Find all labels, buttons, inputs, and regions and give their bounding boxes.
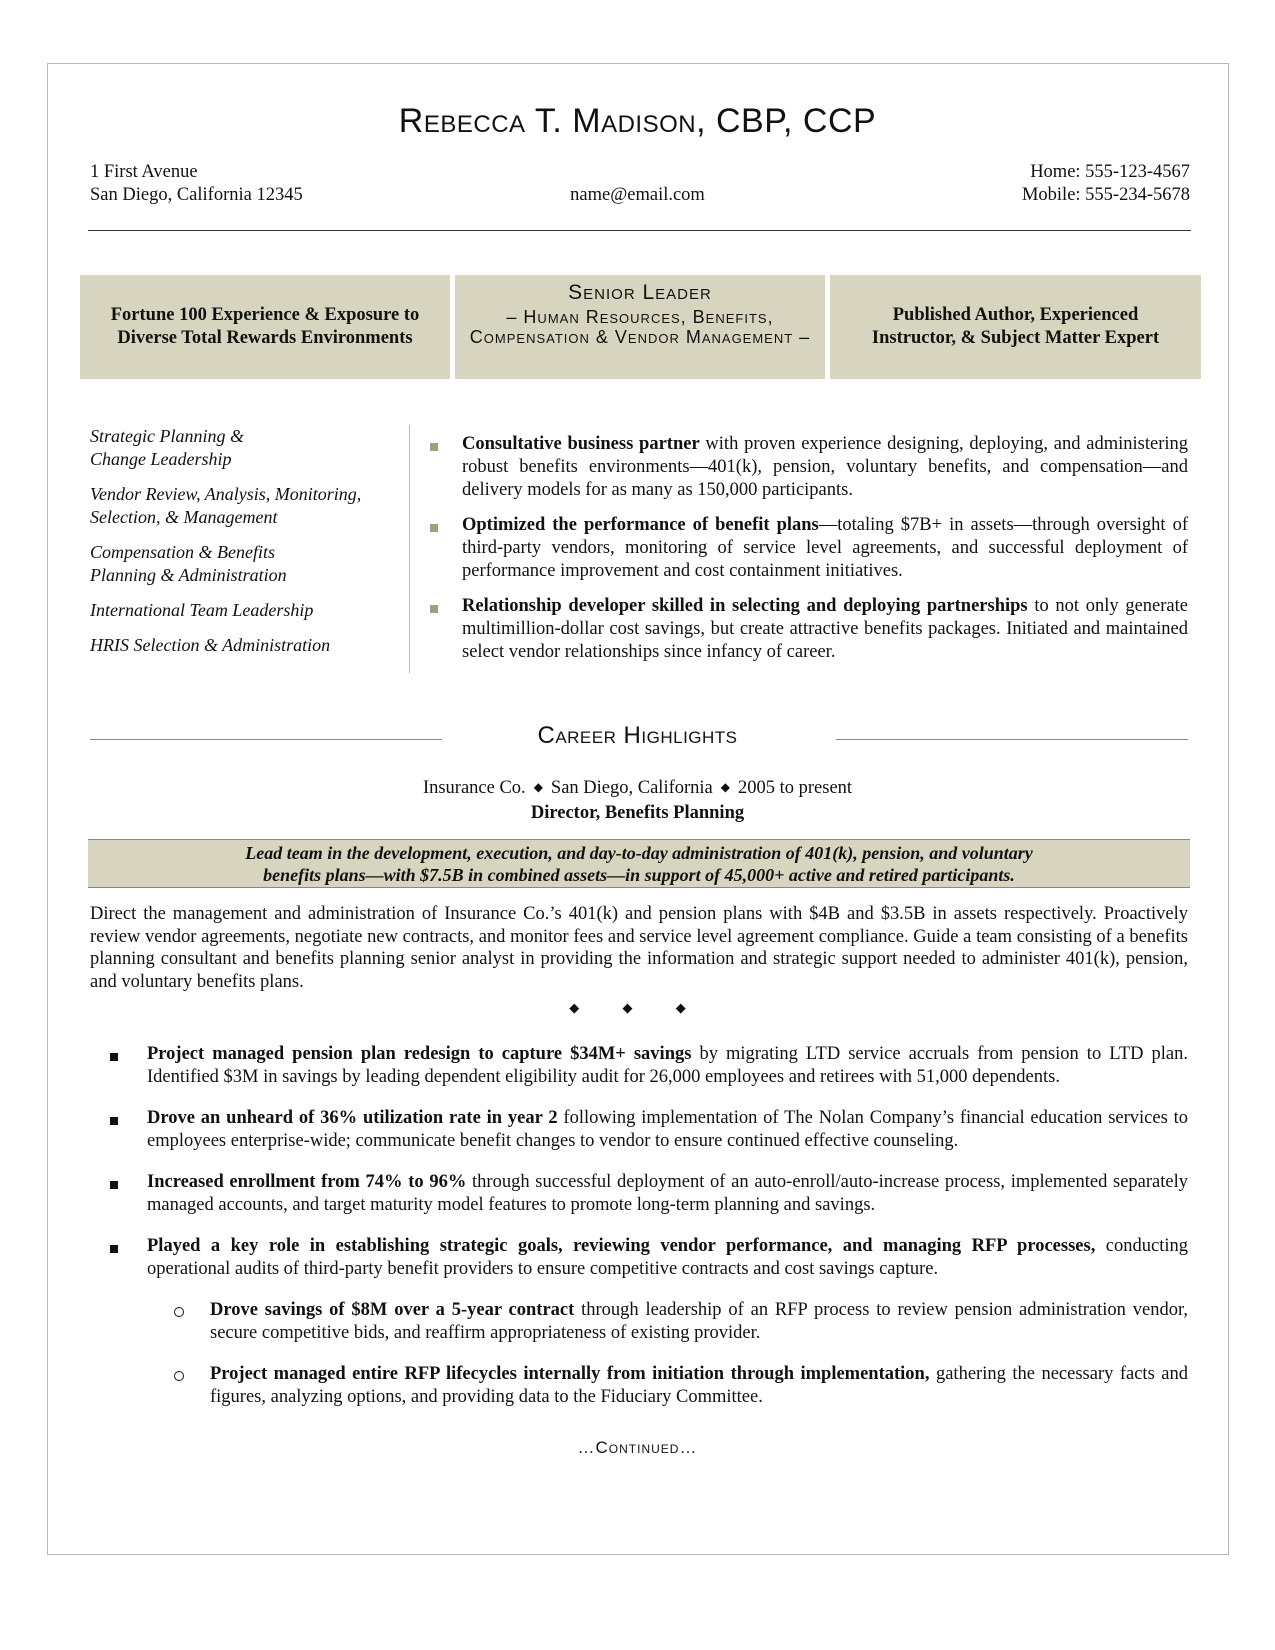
achievement-item (108, 1043, 1188, 1088)
job-title: Director, Benefits Planning (530, 803, 745, 823)
diamond-divider: ◆ ◆ ◆ (569, 1000, 706, 1015)
sub-achievement-bold: Project managed entire RFP lifecycles internally from initiation through implementation, (210, 1364, 930, 1384)
sub-achievement-bold: Drove savings of $8M over a 5-year contract (210, 1300, 575, 1320)
banner-right-text: Published Author, Experienced Instructor, & Subject Matter Expert (871, 305, 1160, 348)
achievement-text: by migrating LTD service accruals from pension to LTD plan. Identified $3M in savings by leading dependent eligibility audit for 26,000 employees and retirees with 51,000 dependents. (147, 1044, 1188, 1087)
job-description: Direct the management and administration of Insurance Co.’s 401(k) and pension plans with $4B and $3.5B in assets respectively. Proactively review vendor agreements, negotiate new contracts, and monitor fees and service level agreement compliance. Guide a team consisting of a benefits planning consultant and benefits planning senior analyst in providing the information and strategic support needed to administer 401(k), pension, and voluntary benefits plans. (90, 904, 1188, 992)
skill-item: Compensation & Benefits Planning & Administration (90, 542, 287, 585)
address-line-2: San Diego, California 12345 (90, 185, 303, 205)
achievement-item (108, 1171, 1188, 1216)
phone-home: Home: 555-123-4567 (1030, 162, 1190, 182)
achievement-bold: Increased enrollment from 74% to 96% (147, 1172, 467, 1192)
sub-achievement-text: through leadership of an RFP process to review pension administration vendor, secure competitive bids, and reaffirm appropriateness of existing provider. (210, 1300, 1188, 1343)
diamond-icon: ◆ (720, 780, 730, 794)
phones (1022, 161, 1190, 207)
summary-list (428, 433, 1188, 676)
achievements-list (108, 1043, 1188, 1427)
achievement-text: following implementation of The Nolan Company’s financial education services to employees enterprise-wide; communicate benefit changes to vendor to ensure continued effective counseling. (147, 1108, 1189, 1151)
company-line (0, 776, 1275, 800)
skill-item: HRIS Selection & Administration (90, 635, 331, 655)
summary-text: —totaling $7B+ in assets—through oversight of third-party vendors, monitoring of service level agreements, and successful deployment of performance improvement and cost containment initiatives. (462, 515, 1189, 581)
address-line-1: 1 First Avenue (90, 162, 198, 182)
skill-item: Vendor Review, Analysis, Monitoring, Selection, & Management (90, 484, 362, 527)
skills-list (90, 425, 400, 669)
header-rule (88, 230, 1191, 231)
sub-achievement-item (174, 1363, 1188, 1408)
banner-center (455, 275, 825, 379)
banner-subtitle: – Human Resources, Benefits, Compensation & Vendor Management – (469, 307, 811, 347)
banner-left (80, 275, 450, 379)
square-bullet-icon (110, 1181, 118, 1189)
square-bullet-icon (110, 1245, 118, 1253)
summary-item (428, 433, 1188, 502)
square-bullet-icon (430, 605, 438, 613)
job-dates: 2005 to present (738, 778, 853, 798)
section-heading: Career Highlights (537, 722, 738, 749)
achievement-item (108, 1107, 1188, 1152)
achievement-item (108, 1235, 1188, 1280)
circle-bullet-icon (174, 1371, 184, 1381)
square-bullet-icon (110, 1053, 118, 1061)
summary-bold: Relationship developer skilled in selecting and deploying partnerships (462, 596, 1028, 616)
phone-mobile: Mobile: 555-234-5678 (1021, 185, 1190, 205)
summary-bold: Consultative business partner (462, 434, 700, 454)
diamond-icon: ◆ (533, 780, 543, 794)
square-bullet-icon (430, 524, 438, 532)
circle-bullet-icon (174, 1307, 184, 1317)
continued-label: …Continued… (577, 1438, 698, 1457)
achievement-bold: Project managed pension plan redesign to capture $34M+ savings (147, 1044, 692, 1064)
candidate-name: Rebecca T. Madison, CBP, CCP (398, 102, 877, 140)
square-bullet-icon (110, 1117, 118, 1125)
achievement-text: conducting operational audits of third-party benefit providers to ensure competitive contracts and cost savings capture. (147, 1236, 1188, 1279)
company-location: San Diego, California (550, 778, 713, 798)
banner-left-text: Fortune 100 Experience & Exposure to Diverse Total Rewards Environments (110, 305, 420, 348)
email: name@email.com (570, 185, 705, 205)
summary-text: with proven experience designing, deploying, and administering robust benefits environments—401(k), pension, voluntary benefits, and compensation—and delivery models for as many as 150,000 participants. (462, 434, 1188, 500)
summary-text: to not only generate multimillion-dollar cost savings, but create attractive benefits packages. Initiated and maintained select vendor relationships since infancy of career. (462, 596, 1188, 662)
sub-achievement-text: gathering the necessary facts and figures, analyzing options, and providing data to the Fiduciary Committee. (210, 1364, 1188, 1407)
banner-title: Senior Leader (568, 281, 712, 304)
company-name: Insurance Co. (422, 778, 526, 798)
banner-right (830, 275, 1201, 379)
skill-item: Strategic Planning & Change Leadership (90, 426, 244, 469)
summary-item (428, 514, 1188, 583)
achievement-bold: Played a key role in establishing strategic goals, reviewing vendor performance, and managing RFP processes, (147, 1236, 1096, 1256)
role-summary (88, 839, 1190, 888)
summary-bold: Optimized the performance of benefit plans (462, 515, 819, 535)
role-summary-text: Lead team in the development, execution, and day-to-day administration of 401(k), pension, and voluntary benefits plans—with $7.5B in combined assets—in support of 45,000+ active and retired participants. (245, 843, 1033, 885)
summary-item (428, 595, 1188, 664)
sub-achievement-item (174, 1299, 1188, 1344)
achievement-bold: Drove an unheard of 36% utilization rate in year 2 (147, 1108, 558, 1128)
achievement-text: through successful deployment of an auto-enroll/auto-increase process, implemented separately managed accounts, and target maturity model features to promote long-term planning and savings. (147, 1172, 1188, 1215)
square-bullet-icon (430, 443, 438, 451)
heading-rule-right (836, 739, 1188, 740)
vertical-divider (409, 425, 410, 673)
skill-item: International Team Leadership (90, 600, 314, 620)
